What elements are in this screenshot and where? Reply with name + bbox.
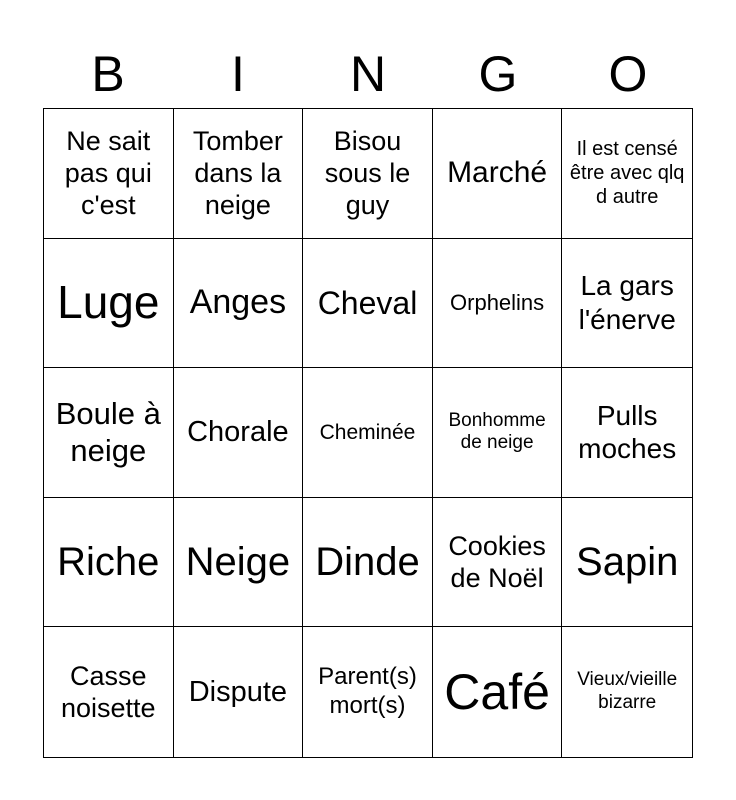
bingo-cell-label: Bisou sous le guy	[324, 125, 411, 221]
bingo-cell-label: Bonhomme de neige	[448, 409, 546, 454]
bingo-cell-label: Vieux/vieille bizarre	[577, 669, 678, 714]
bingo-cell-label: Orphelins	[450, 289, 545, 315]
bingo-cell-label: Cheval	[317, 284, 418, 321]
bingo-cell[interactable]	[433, 368, 563, 498]
bingo-cell-label: Sapin	[576, 540, 679, 585]
bingo-cell[interactable]	[433, 239, 563, 369]
header-letter-b: B	[91, 46, 125, 102]
bingo-cell[interactable]	[562, 368, 692, 498]
bingo-cell-label: Chorale	[187, 416, 289, 449]
bingo-cell-label: Dinde	[315, 540, 420, 585]
header-letter-g: G	[478, 46, 518, 102]
bingo-cell[interactable]	[433, 498, 563, 628]
bingo-cell-label: Ne sait pas qui c'est	[64, 125, 152, 221]
bingo-cell-label: Luge	[57, 276, 160, 329]
bingo-cell-label: Marché	[447, 156, 548, 190]
bingo-cell[interactable]	[174, 239, 304, 369]
bingo-header	[43, 40, 693, 108]
bingo-cell-label: Pulls moches	[578, 399, 677, 465]
bingo-cell[interactable]	[303, 239, 433, 369]
bingo-cell[interactable]	[303, 627, 433, 757]
bingo-cell-label: Café	[444, 664, 550, 721]
bingo-cell[interactable]	[174, 368, 304, 498]
bingo-cell-label: Parent(s) mort(s)	[318, 663, 417, 720]
bingo-cell[interactable]	[303, 498, 433, 628]
bingo-cell[interactable]	[44, 239, 174, 369]
bingo-cell-label: Cookies de Noël	[448, 530, 546, 594]
bingo-cell[interactable]	[562, 239, 692, 369]
bingo-cell-label: Anges	[189, 283, 287, 322]
bingo-cell-label: Boule à neige	[55, 396, 161, 469]
bingo-cell[interactable]	[303, 368, 433, 498]
bingo-cell-label: Dispute	[188, 675, 288, 708]
bingo-cell-label: Cheminée	[319, 420, 416, 444]
bingo-cell[interactable]	[562, 627, 692, 757]
bingo-card	[43, 108, 693, 758]
bingo-cell-label: Tomber dans la neige	[192, 125, 283, 221]
bingo-cell[interactable]	[44, 498, 174, 628]
bingo-cell[interactable]	[433, 627, 563, 757]
bingo-cell[interactable]	[562, 498, 692, 628]
bingo-cell[interactable]	[44, 627, 174, 757]
bingo-cell-label: Neige	[185, 540, 291, 585]
bingo-cell[interactable]	[174, 498, 304, 628]
bingo-cell[interactable]	[562, 109, 692, 239]
bingo-cell[interactable]	[174, 109, 304, 239]
bingo-cell[interactable]	[303, 109, 433, 239]
bingo-cell[interactable]	[44, 109, 174, 239]
bingo-cell-label: Riche	[57, 540, 160, 585]
header-letter-o: O	[608, 46, 648, 102]
header-letter-i: I	[231, 46, 245, 102]
bingo-cell[interactable]	[433, 109, 563, 239]
bingo-cell-label: Il est censé être avec qlq d autre	[569, 138, 685, 209]
bingo-cell-label: Casse noisette	[61, 660, 156, 724]
bingo-cell[interactable]	[44, 368, 174, 498]
header-letter-n: N	[349, 46, 387, 102]
bingo-cell[interactable]	[174, 627, 304, 757]
bingo-cell-label: La gars l'énerve	[578, 270, 676, 335]
